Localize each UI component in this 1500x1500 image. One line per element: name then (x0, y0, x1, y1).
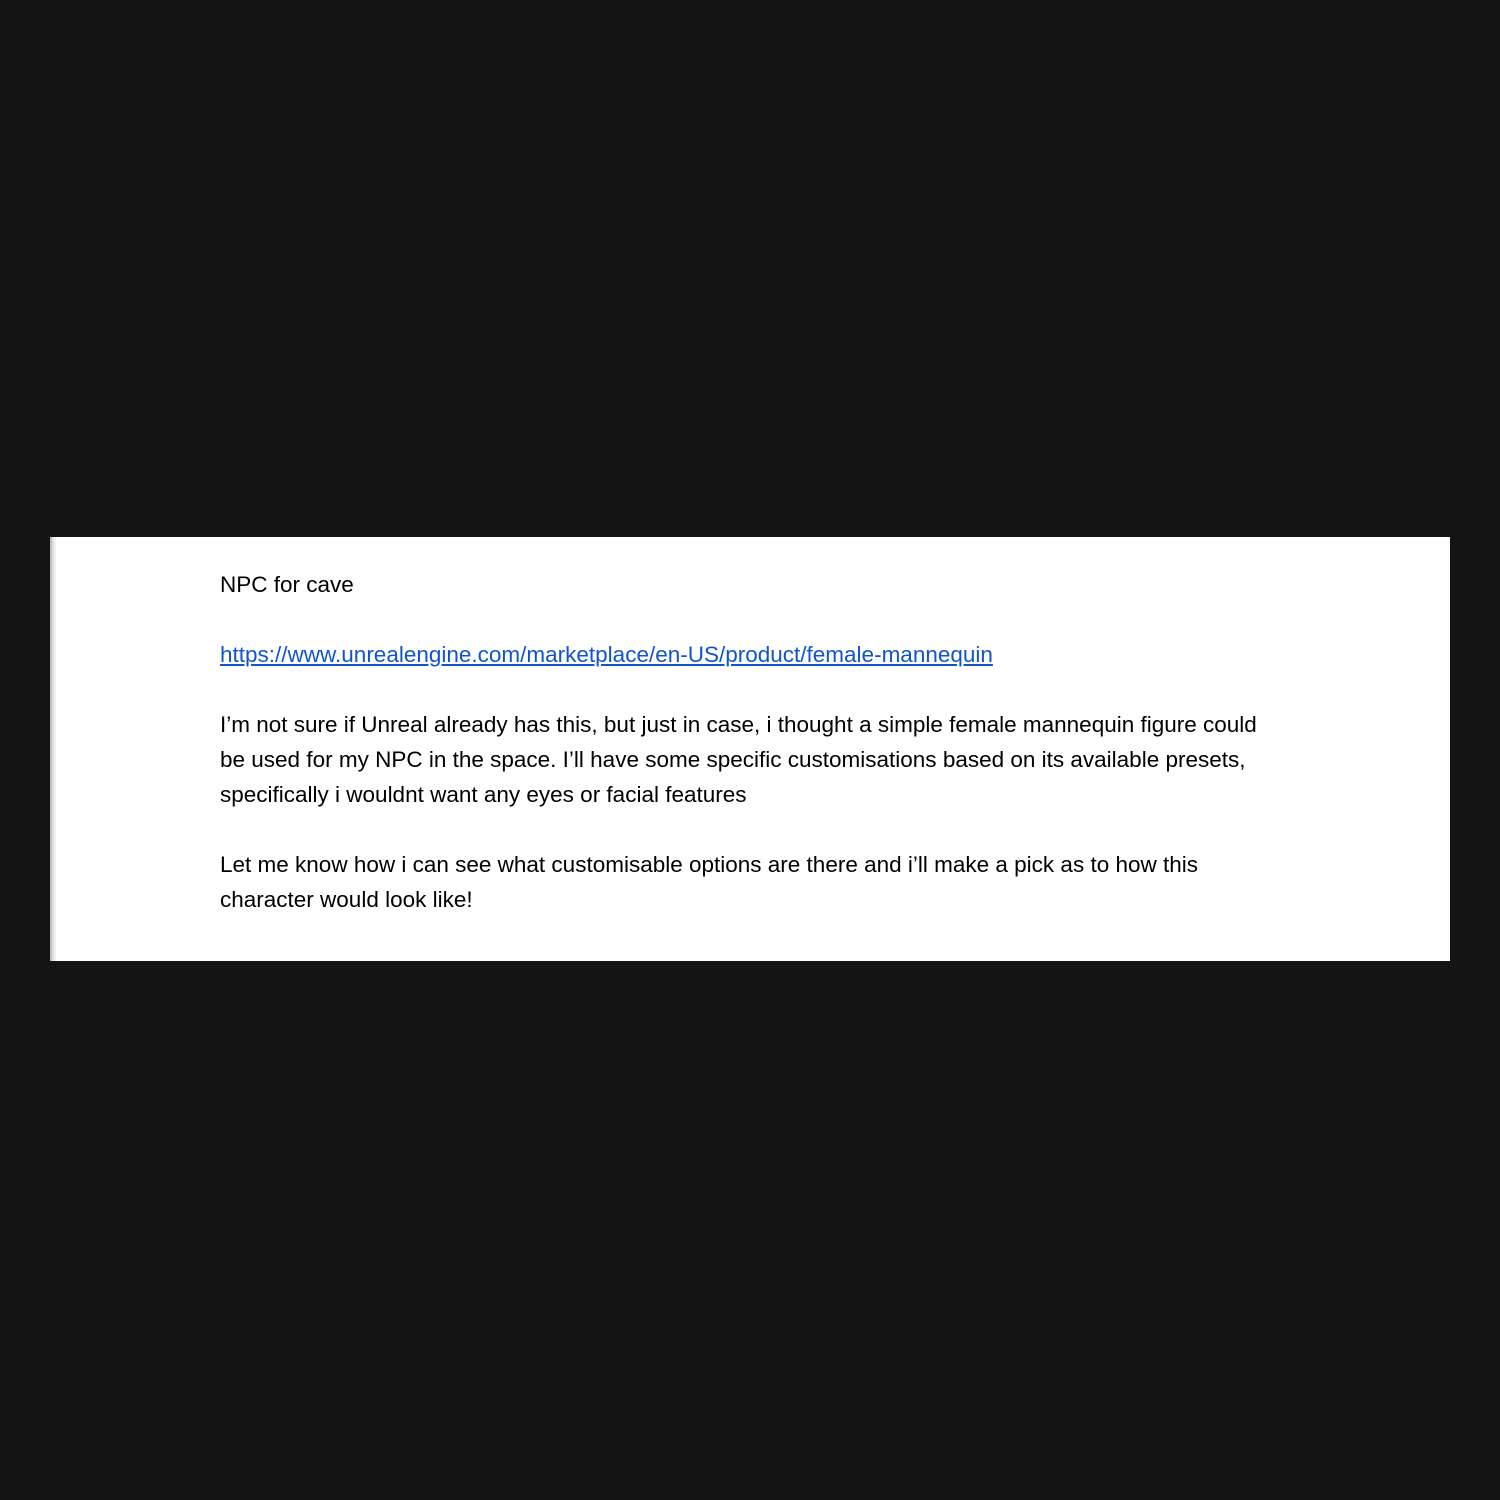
paragraph-mannequin-description: I’m not sure if Unreal already has this, but just in case, i thought a simple female mannequin figure could be used for my NPC in the space. I’ll have some specific customisations based on its available presets, specifically i wouldnt want any eyes or facial features (220, 712, 1257, 807)
page-left-edge (50, 537, 56, 961)
link-line (220, 637, 1278, 672)
female-mannequin-link[interactable]: https://www.unrealengine.com/marketplace/en-US/product/female-mannequin (220, 642, 993, 667)
document-page (50, 537, 1450, 961)
document-content (220, 567, 1278, 917)
paragraph-customisable-options: Let me know how i can see what customisable options are there and i’ll make a pick as to how this character would look like! (220, 852, 1199, 912)
document-title: NPC for cave (220, 572, 354, 597)
